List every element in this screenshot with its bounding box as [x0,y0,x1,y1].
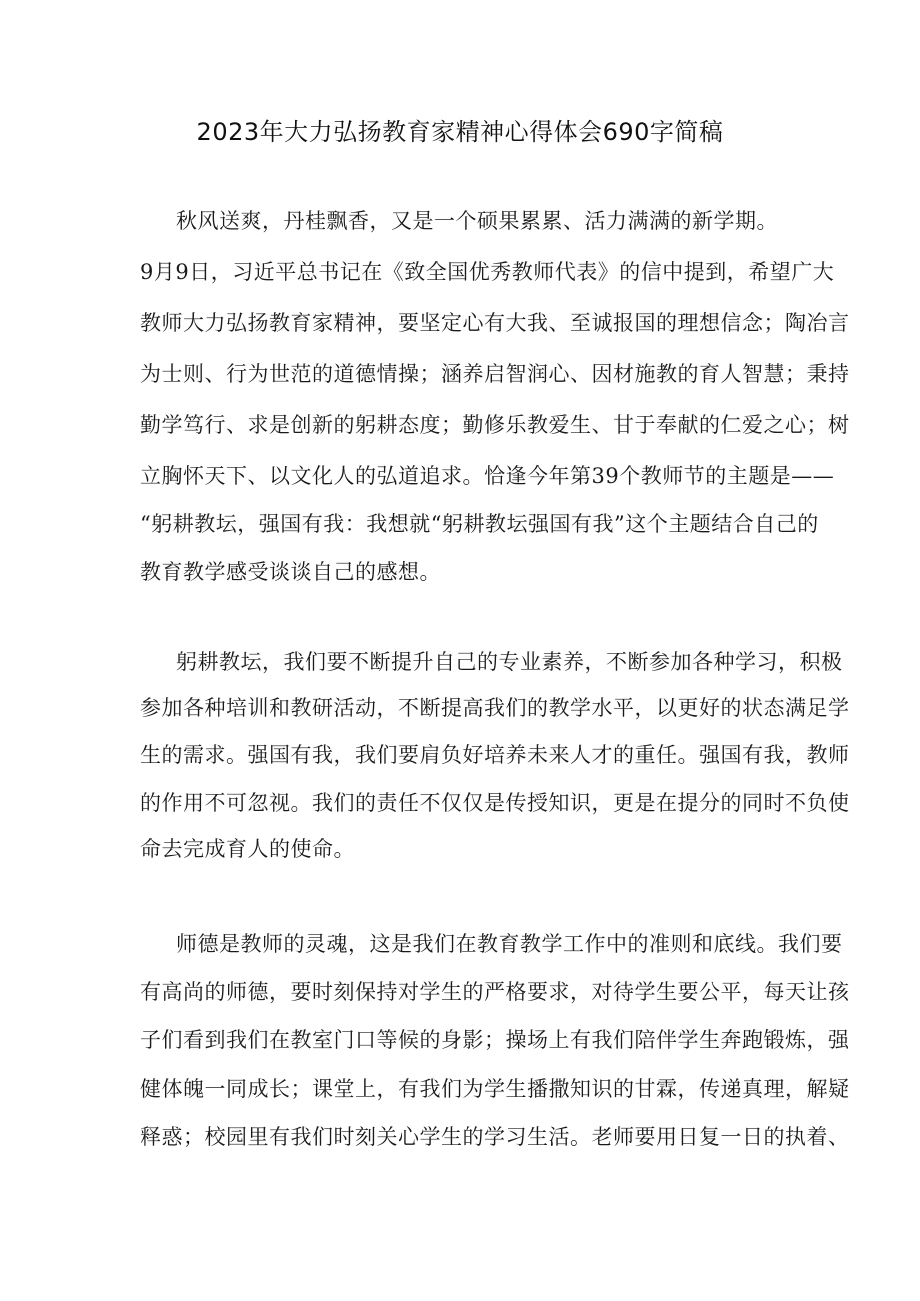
paragraph-line: 有高尚的师德，要时刻保持对学生的严格要求，对待学生要公平，每天让孩 [140,980,850,1004]
paragraph-line: 9月9日，习近平总书记在《致全国优秀教师代表》的信中提到，希望广大 [140,260,835,284]
paragraph-line: 释惑；校园里有我们时刻关心学生的学习生活。老师要用日复一日的执着、 [140,1125,850,1149]
paragraph-line: 命去完成育人的使命。 [140,837,355,861]
paragraph-line: 的作用不可忽视。我们的责任不仅仅是传授知识，更是在提分的同时不负使 [140,791,850,815]
paragraph-line: 立胸怀天下、以文化人的弘道追求。恰逢今年第39个教师节的主题是—— [140,464,835,488]
paragraph-line: 师德是教师的灵魂，这是我们在教育教学工作中的准则和底线。我们要 [176,932,843,956]
paragraph-line: 参加各种培训和教研活动，不断提高我们的教学水平，以更好的状态满足学 [140,696,850,720]
paragraph-line: 生的需求。强国有我，我们要肩负好培养未来人才的重任。强国有我，教师 [140,743,850,767]
paragraph-line: 秋风送爽，丹桂飘香，又是一个硕果累累、活力满满的新学期。 [176,209,778,233]
paragraph-line: “躬耕教坛，强国有我：我想就“躬耕教坛强国有我”这个主题结合自己的 [140,512,819,536]
paragraph-line: 教师大力弘扬教育家精神，要坚定心有大我、至诚报国的理想信念；陶冶言 [140,311,850,335]
paragraph-line: 健体魄一同成长；课堂上，有我们为学生播撒知识的甘霖，传递真理，解疑 [140,1077,850,1101]
paragraph-line: 勤学笃行、求是创新的躬耕态度；勤修乐教爱生、甘于奉献的仁爱之心；树 [140,413,850,437]
paragraph-line: 子们看到我们在教室门口等候的身影；操场上有我们陪伴学生奔跑锻炼，强 [140,1028,850,1052]
document-title: 2023年大力弘扬教育家精神心得体会690字简稿 [196,118,724,146]
paragraph-line: 为士则、行为世范的道德情操；涵养启智润心、因材施教的育人智慧；秉持 [140,362,850,386]
paragraph-line: 教育教学感受谈谈自己的感想。 [140,560,441,584]
paragraph-line: 躬耕教坛，我们要不断提升自己的专业素养，不断参加各种学习，积极 [176,650,843,674]
